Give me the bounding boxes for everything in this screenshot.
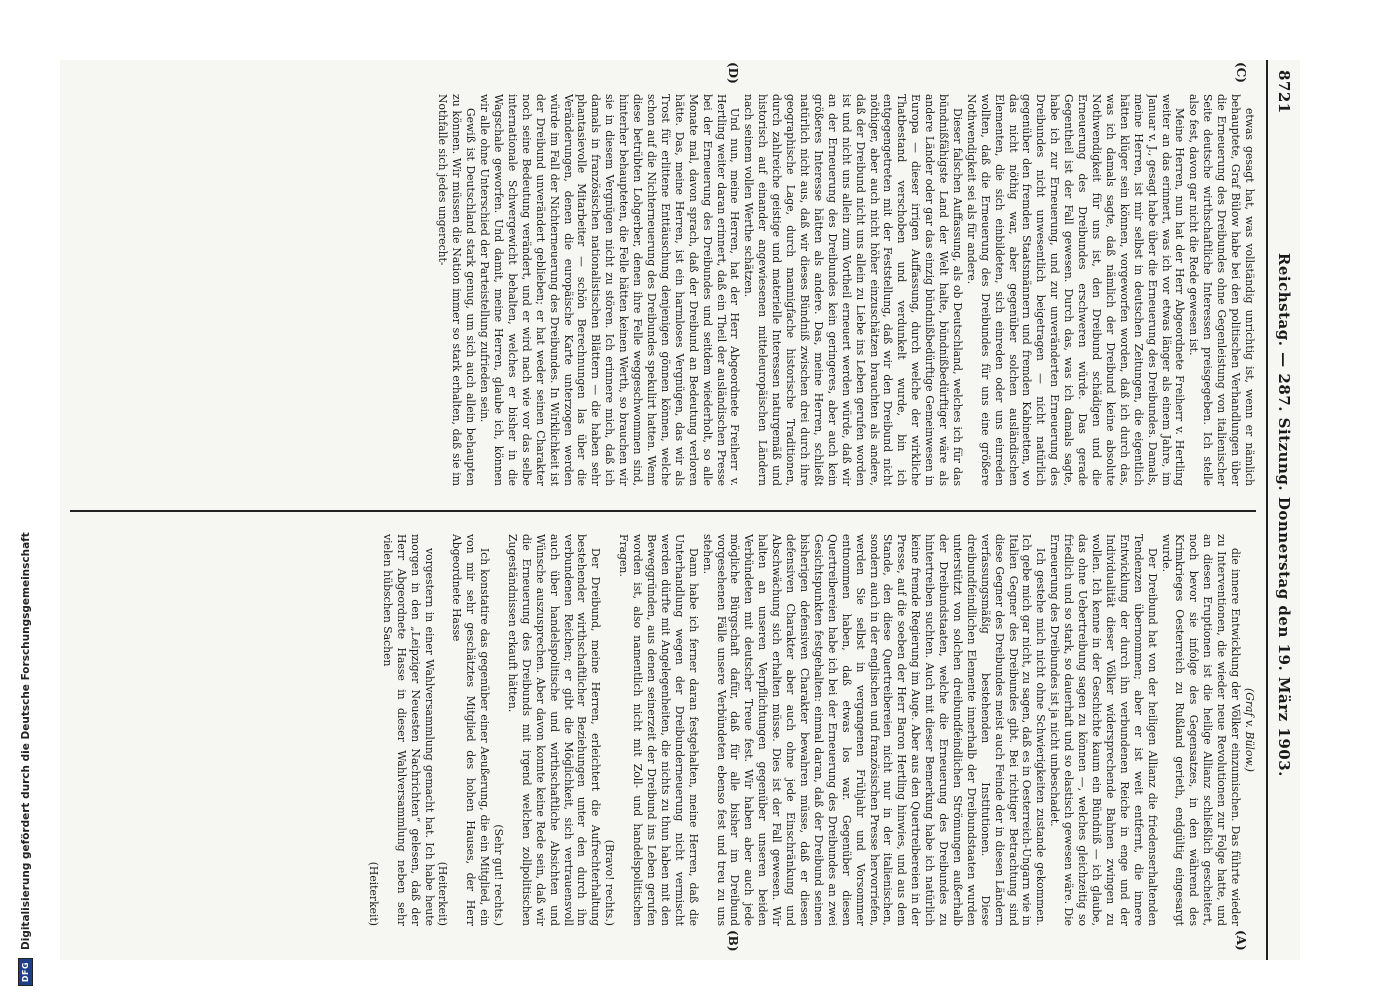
page-header [1266,60,1300,960]
page-number: 8721 [1275,70,1293,114]
margin-mark-d: (D) [726,62,740,84]
paragraph: Meine Herren, nun hat der Herr Abgeordnete Freiherr v. Hertling weiter an das erinnert, was ich vor etwas länger als einem Jahre, im Januar v. J., gesagt habe über die Erneuerung des Dreibundes. Damals, meine Herren, ist mir selbst in deutschen Zeitungen, die eigentlich hätten klüger sein können, vorgeworfen worden, daß ich durch das, was ich damals sagte, daß nämlich der Dreibund keine absolute Nothwendigkeit für uns ist, den Dreibund schädigen und die Erneuerung des Dreibundes erschweren würde. Das gerade Gegentheil ist der Fall gewesen. Durch das, was ich damals sagte, habe ich zur Erneuerung, und zur unveränderten Erneuerung des Dreibundes nicht unwesentlich beigetragen — nicht natürlich gegenüber den fremden Staatsmännern und fremden Kabinetten, wo das nicht nöthig war, aber gegenüber solchen ausländischen Elementen, die sich einbildeten, sich einreden oder uns einreden wollten, daß die Erneuerung des Dreibundes für uns eine größere Nothwendigkeit sei als für andere. [964,94,1187,486]
paragraph: die innere Entwicklung der Völker einzumischen. Das führte wieder zu Interventionen, die wieder neue Revolutionen zur Folge hatte, und an diesen Eruptionen ist die heilige Allianz schließlich gescheitert, noch bevor sie infolge des Gegensatzes, in den während des Krimkrieges Oesterreich zu Rußland gerieth, endgültig eingesargt wurde. [1159,534,1243,926]
speaker-name: (Graf v. Bülow.) [1243,688,1256,772]
interjection: (Heiterkeit) [436,861,450,926]
paragraph: Ich konstatire das gegenüber einer Aeußerung, die ein Mitglied, ein von mir sehr geschätztes Mitglied des hohen Hauses, der Herr Abgeordnete Hasse [450,534,492,926]
paragraph: etwas gesagt hat, was vollständig unrichtig ist, wenn er nämlich behauptete, Graf Bülow habe bei den politischen Verhandlungen über die Erneuerung des Dreibundes ohne Gegenleistung von italienischer Seite deutsche wirthschaftliche Interessen preisgegeben. Ich stelle also fest, davon gar nicht die Rede gewesen ist. [1187,94,1256,486]
paragraph: Dann habe ich ferner daran festgehalten, meine Herren, daß die Unterhandlung wegen der Dreibunderneuerung nicht vermischt werden dürfte mit Angelegenheiten, die nichts zu thun haben mit den Beweggründen, aus denen seinerzeit der Dreibund ins Leben gerufen worden ist, also namentlich nicht mit Zoll- und handelspolitischen Fragen. [617,534,700,926]
text-column-continuation [68,94,1256,486]
text-column-speech [68,534,1256,926]
paragraph: Gewiß ist Deutschland stark genug, um sich auch allein behaupten zu können. Wir müssen die Nation immer so stark erhalten, daß sie im Nothfalle sich jedes ungerecht- [436,94,478,486]
margin-mark-c: (C) [1234,62,1248,83]
funding-credit-strip [4,18,32,986]
rotated-page-content [60,60,1300,960]
paragraph: Der Dreibund, meine Herren, erleichtert die Aufrechterhaltung bestehender wirthschaftlicher Beziehungen unter den durch ihn verbundenen Reichen; er gibt die Möglichkeit, sich vertrauensvoll auch über handelspolitische und wirthschaftliche Absichten und Wünsche auszusprechen. Aber davon konnte keine Rede sein, daß wir die Erneuerung des Dreibunds mit irgend welchen zollpolitischen Zugeständnissen erkauft hätten. [505,534,603,926]
margin-mark-b: (B) [726,930,740,952]
paragraph: Der Dreibund hat von der heiligen Allianz die friedenserhaltenden Tendenzen übernommen; aber er ist weit entfernt, die innere Entwicklung der durch ihn verbundenen Reiche in enge und der Individualität dieser Völker widersprechende Bahnen zwingen zu wollen. Ich kenne in der Geschichte kaum ein Bündniß — ich glaube, das ohne Uebertreibung sagen zu können —, welches gleichzeitig so friedlich und so stark, so dauerhaft und so elastisch gewesen wäre. Die Erneuerung des Dreibundes ist ja nicht unbeschadet. [1048,534,1159,926]
paragraph: vorgestern in einer Wahlversammlung gemacht hat. Ich habe heute morgen in den „Leipziger Neuesten Nachrichten“ gelesen, daß der Herr Abgeordnete Hasse in dieser Wahlversammlung neben sehr vielen hübschen Sachen [380,534,436,926]
interjection: (Bravo! rechts.) [603,839,617,926]
column-divider [70,510,1256,512]
paragraph: Ich gestehe mich nicht ohne Schwierigkeiten zustande gekommen. Ich gebe mich gar nicht, zu sagen, daß es in Oesterreich-Ungarn wie in Italien Gegner des Dreibundes gibt. Bei richtiger Betrachtung sind diese Gegner des Dreibundes meist auch Feinde der in diesen Ländern verfassungsmäßig bestehenden Institutionen. Diese dreibundfeindlichen Elemente innerhalb der Dreibundstaaten wurden unterstützt von solchen dreibundfeindlichen Strömungen außerhalb der Dreibundstaaten, welche die Erneuerung des Dreibundes zu hintertreiben suchten. Auch mit dieser Bemerkung habe ich natürlich keine fremde Regierung im Auge. Aber aus den Quertreibereien in der Presse, auf die soeben der Herr Baron Hertling hinwies, und aus dem Stande, den diese Quertreibereien nicht nur in der italienischen, sondern auch in der englischen und französischen Presse hervorriefen, werden Sie selbst in vergangenen Frühjahr und Vorsommer entnommen haben, daß etwas los war. Gegenüber diesen Quertreibereien habe ich bei der Erneuerung des Dreibundes an zwei Gesichtspunkten festgehalten: einmal daran, daß der Dreibund seinen bisherigen defensiven Charakter bewahren müsse, daß er diesen defensiven Charakter aber auch ohne jede Einschränkung und Abschwächung sich erhalten müsse. Dies ist der Fall gewesen. Wir halten an unseren Verpflichtungen gegenüber unseren beiden Verbündeten mit deutscher Treue fest. Wir haben aber auch jede mögliche Bürgschaft dafür, daß für alle bisher im Dreibund vorgesehenen Fälle unsere Verbündeten ebenso fest und treu zu uns stehen. [700,534,1048,926]
paragraph: Und nun, meine Herren, hat der Herr Abgeordnete Freiherr v. Hertling weiter daran erinnert, daß ein Theil der ausländischen Presse bei der Erneuerung des Dreibundes und seitdem wiederholt, so alle Monate mal, davon sprach, daß der Dreibund an Bedeutung verloren hätte. Das, meine Herren, ist ein harmloses Vergnügen, das wir als Trost für erlittene Enttäuschung denjenigen gönnen können, welche schon auf die Nichterneuerung des Dreibundes spekulirt hatten. Wenn diese betrübten Lohgerber, denen ihre Felle weggeschwommen sind, hinterher behaupteten, die Felle hätten keinen Werth, so brauchen wir sie in diesem Vergnügen nicht zu stören. Ich erinnere mich, daß ich damals in französischen nationalistischen Blättern — die haben sehr phantasievolle Mitarbeiter — schön Berechnungen las über die Veränderungen, denen die europäische Karte unterzogen werden würde im Fall der Nichterneuerung des Dreibundes. In Wirklichkeit ist der Dreibund unverändert geblieben; er hat weder seinen Charakter noch seine Bedeutung verändert, und er wird nach wie vor das selbe internationale Schwergewicht behalten, welches er bisher in die Wagschale geworfen. Und damit, meine Herren, glaube ich, können wir alle ohne Unterschied der Parteistellung zufrieden sein. [478,94,742,486]
paragraph: Dieser falschen Auffassung, als ob Deutschland, welches ich für das bündnißfähigste Land der Welt halte, bündnißbedürftiger wäre als andere Länder oder gar das einzig bündnißbedürftige Gemeinwesen in Europa — dieser irrigen Auffassung, durch welche der wirkliche Thatbestand verschoben und verdunkelt wurde, bin ich entgegengetreten mit der Feststellung, daß wir den Dreibund nicht nöthiger, aber auch nicht höher einzuschätzen brauchten als andere, daß der Dreibund nicht uns allein zu Liebe ins Leben gerufen worden ist und nicht uns allein zum Vortheil erneuert werden würde, daß wir an der Erneuerung des Dreibundes kein geringeres, aber auch kein größeres Interesse hätten als andere. Das, meine Herren, schließt natürlich nicht aus, daß wir dieses Bündniß zwischen drei durch ihre geographische Lage, durch mannigfache historische Traditionen, durch zahlreiche geistige und materielle Interessen naturgemäß und historisch auf einander angewiesenen mitteleuropäischen Ländern nach seinem vollen Werthe schätzen. [742,94,964,486]
margin-mark-a: (A) [1234,930,1248,951]
interjection: (Sehr gut! rechts.) [492,824,506,926]
scanned-page [60,60,1300,960]
interjection: (Heiterkeit) [366,861,380,926]
dfg-logo: DFG [18,958,33,986]
funding-credit-text: Digitalisierung gefördert durch die Deutsche Forschungsgemeinschaft [19,532,32,950]
page-title: Reichstag. — 287. Sitzung. Donnerstag den 19. März 1903. [1275,252,1293,777]
